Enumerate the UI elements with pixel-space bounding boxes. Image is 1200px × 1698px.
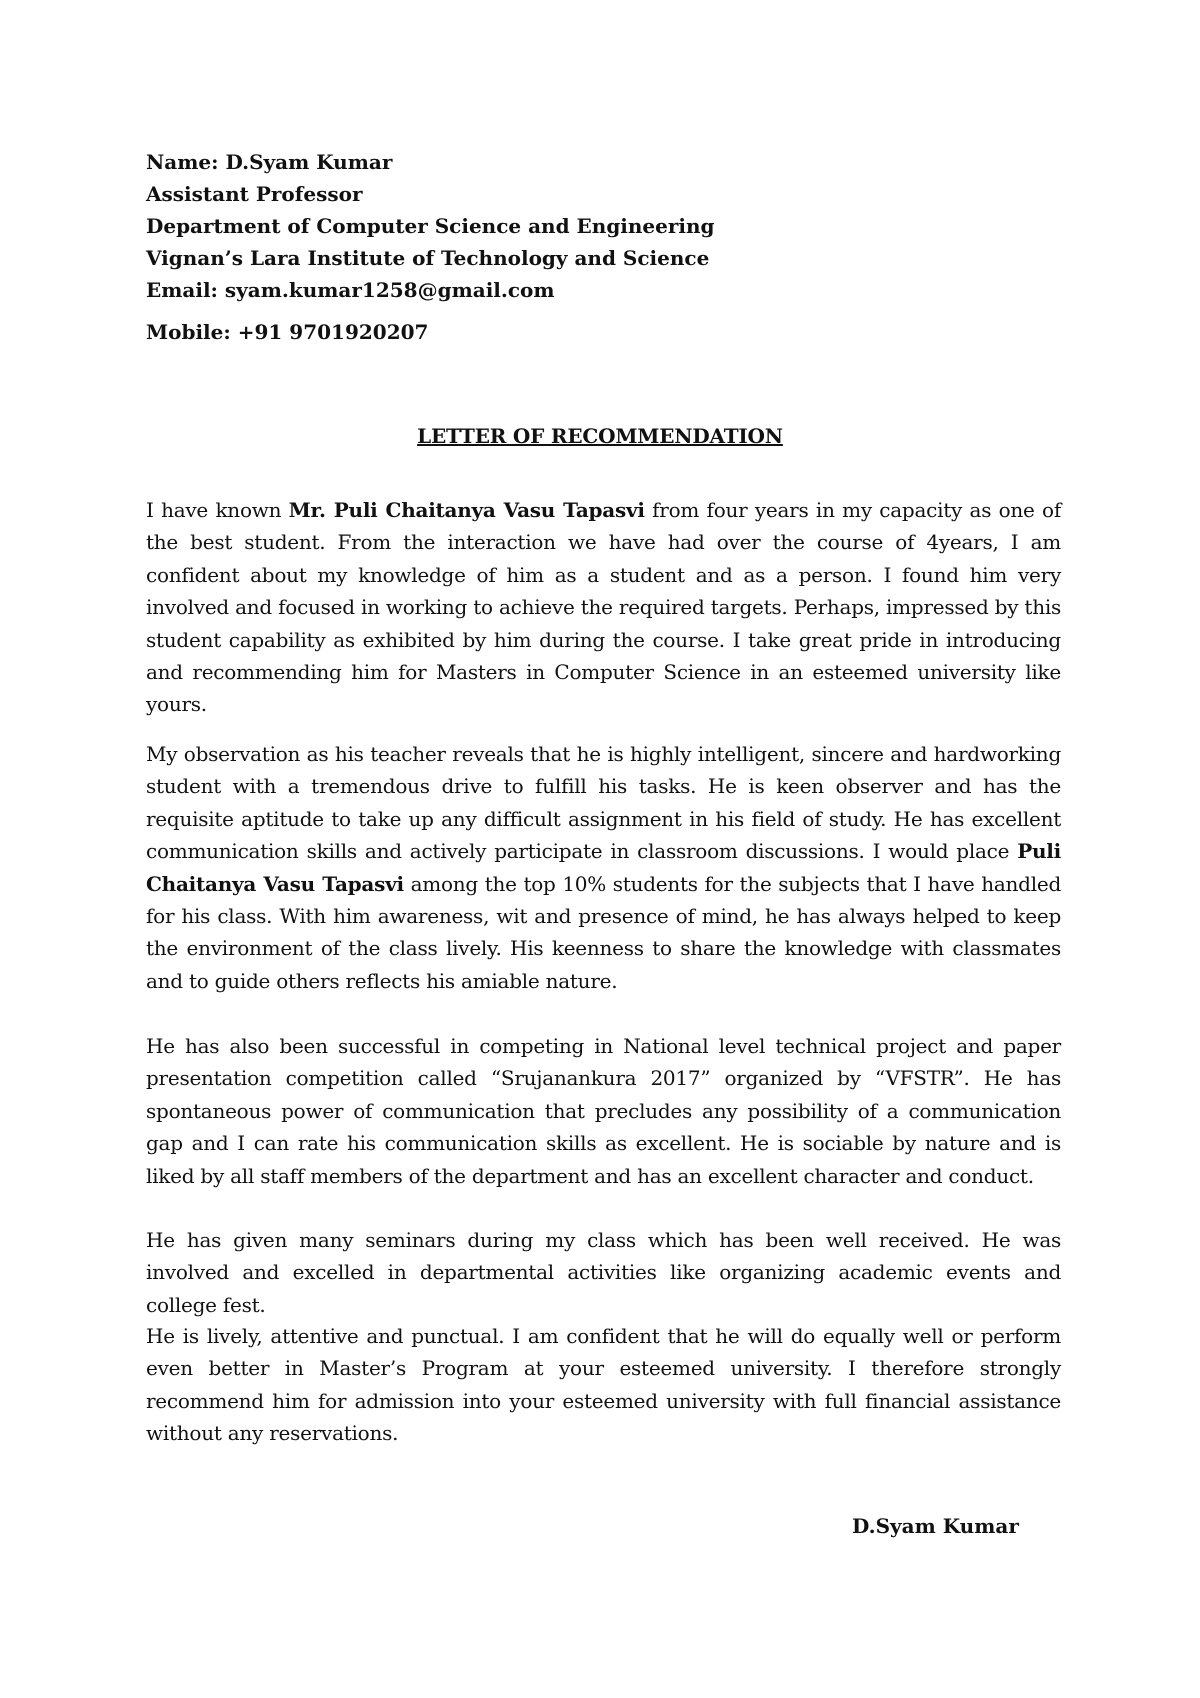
paragraph-5: He is lively, attentive and punctual. I am confident that he will do equally well or perform even better in Master’s Program at your esteemed university. I therefore strongly recommend him for admission into your esteemed university with full financial assistance without any reservations. — [146, 1324, 1061, 1446]
sender-mobile: Mobile: +91 9701920207 — [146, 320, 429, 344]
sender-name: Name: D.Syam Kumar — [146, 150, 393, 174]
sender-department: Department of Computer Science and Engineering — [146, 214, 715, 238]
signature-name: D.Syam Kumar — [852, 1514, 1019, 1538]
sender-designation: Assistant Professor — [146, 182, 363, 206]
student-name-bold: Puli Chaitanya Vasu Tapasvi — [146, 839, 1061, 896]
paragraph-2 — [146, 738, 1061, 997]
paragraph-2-lead: My observation as his teacher reveals that he is highly intelligent, sincere and hardworking student with a tremendous drive to fulfill his tasks. He is keen observer and has the requisite aptitude to take up any difficult assignment in his field of study. He has excellent communication skills and actively participate in classroom discussions. I would place — [146, 742, 1061, 864]
sender-info — [146, 146, 715, 348]
sender-email: Email: syam.kumar1258@gmail.com — [146, 278, 555, 302]
student-name-bold: Mr. Puli Chaitanya Vasu Tapasvi — [288, 498, 645, 522]
paragraph-1 — [146, 494, 1061, 721]
paragraph-3: He has also been successful in competing in National level technical project and paper presentation competition called “Srujanankura 2017” organized by “VFSTR”. He has spontaneous power of communication that precludes any possibility of a communication gap and I can rate his communication skills as excellent. He is sociable by nature and is liked by all staff members of the department and has an excellent character and conduct. — [146, 1034, 1061, 1188]
paragraph-1-rest: from four years in my capacity as one of the best student. From the interaction we have had over the course of 4years, I am confident about my knowledge of him as a student and as a person. I found him very involved and focused in working to achieve the required targets. Perhaps, impressed by this student capability as exhibited by him during the course. I take great pride in introducing and recommending him for Masters in Computer Science in an esteemed university like yours. — [146, 498, 1061, 717]
paragraph-1-lead: I have known — [146, 498, 289, 522]
paragraph-2-rest: among the top 10% students for the subjects that I have handled for his class. With him awareness, wit and presence of mind, he has always helped to keep the environment of the class lively. His keenness to share the knowledge with classmates and to guide others reflects his amiable nature. — [146, 871, 1061, 993]
letter-title: LETTER OF RECOMMENDATION — [417, 424, 783, 448]
paragraph-4: He has given many seminars during my class which has been well received. He was involved and excelled in departmental activities like organizing academic events and college fest. — [146, 1228, 1061, 1317]
sender-institute: Vignan’s Lara Institute of Technology and Science — [146, 246, 710, 270]
